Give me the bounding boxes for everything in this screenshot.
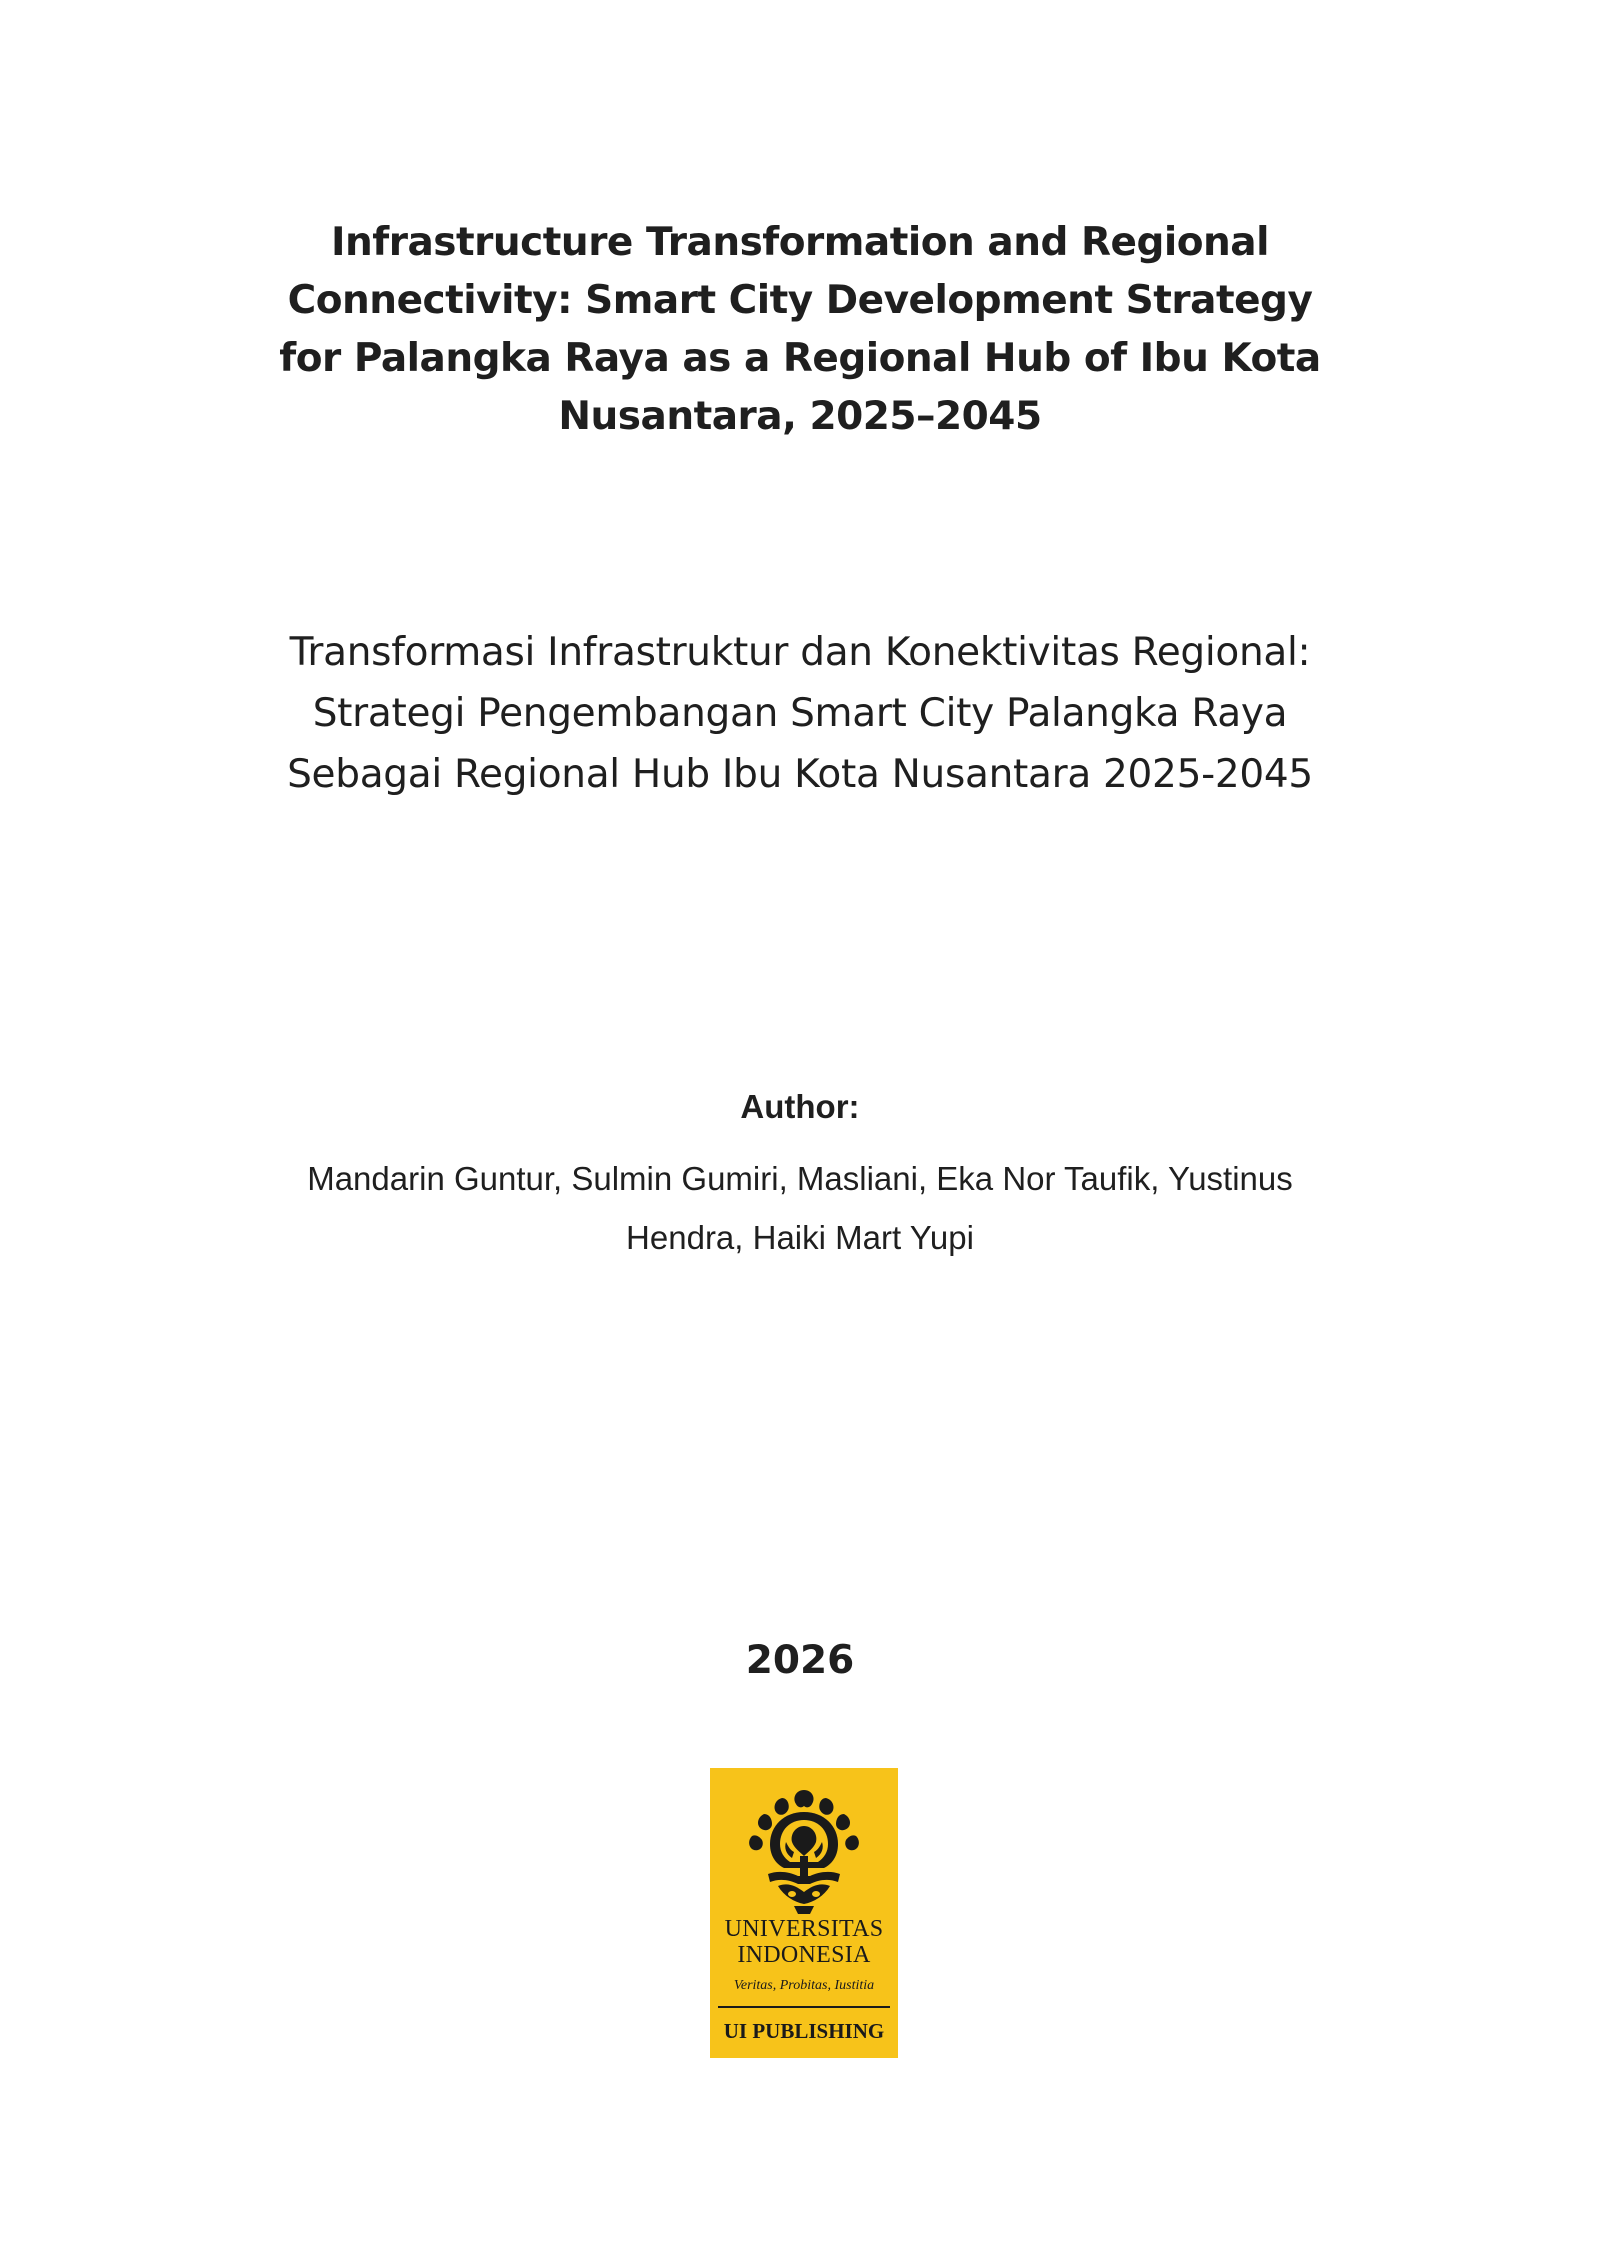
indonesian-title [180,622,1420,805]
university-name-line: UNIVERSITAS [724,1916,884,1942]
author-names [210,1149,1390,1267]
logo-divider [718,2006,890,2008]
university-name [710,1916,898,1968]
english-title-line: Connectivity: Smart City Development Strategy [287,278,1313,323]
english-title-line: Infrastructure Transformation and Regional [331,220,1269,265]
indonesian-title-line: Transformasi Infrastruktur dan Konektivitas Regional: [289,630,1311,675]
university-name-line: INDONESIA [737,1942,871,1968]
author-names-line: Mandarin Guntur, Sulmin Gumiri, Masliani, Eka Nor Taufik, Yustinus [307,1160,1293,1197]
author-label: Author: [740,1088,860,1125]
publication-year: 2026 [745,1638,855,1683]
english-title-line: Nusantara, 2025–2045 [558,394,1042,439]
indonesian-title-line: Strategi Pengembangan Smart City Palangka Raya [312,691,1288,736]
indonesian-title-line: Sebagai Regional Hub Ibu Kota Nusantara 2025-2045 [287,752,1313,797]
author-names-line: Hendra, Haiki Mart Yupi [626,1219,974,1256]
university-motto: Veritas, Probitas, Iustitia [733,1978,875,1993]
ui-publishing-logo [710,1768,898,2058]
ui-makara-emblem-icon [738,1782,870,1932]
english-title [200,214,1400,446]
english-title-line: for Palangka Raya as a Regional Hub of Ibu Kota [279,336,1321,381]
publisher-name: UI PUBLISHING [723,2019,885,2043]
